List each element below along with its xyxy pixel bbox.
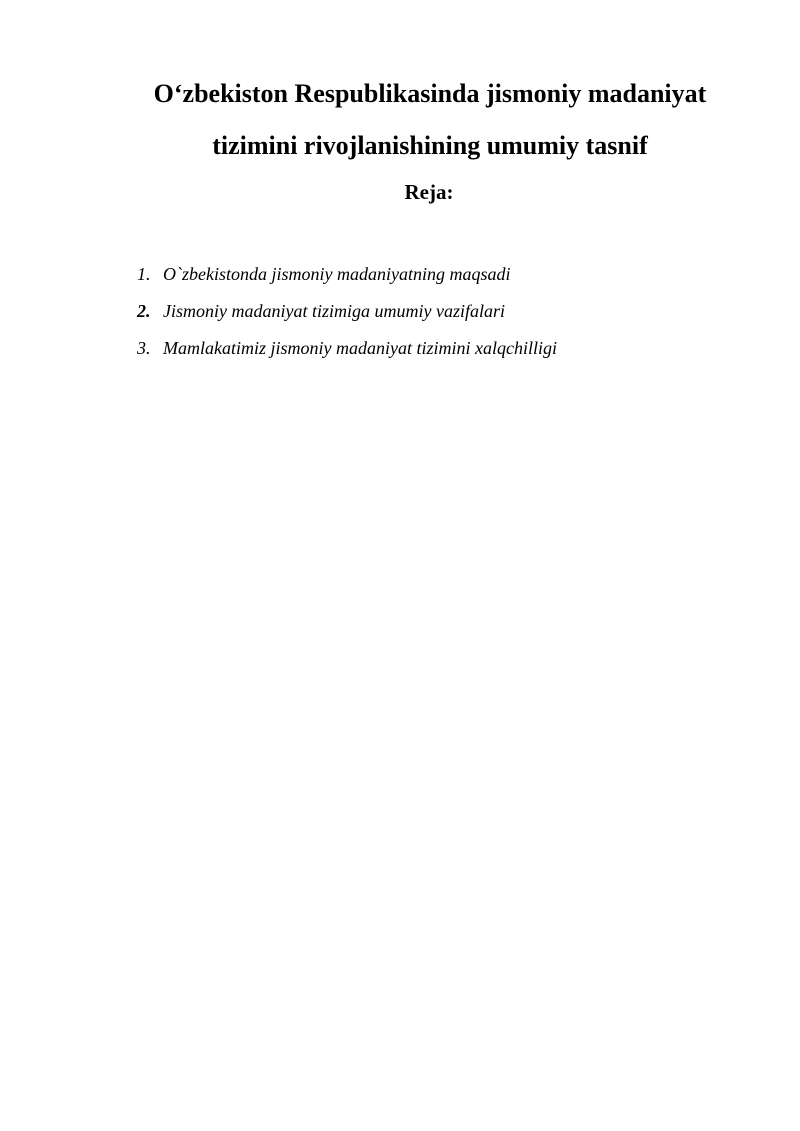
plan-item-text: O`zbekistonda jismoniy madaniyatning maqsadi	[163, 264, 511, 284]
plan-item-text: Mamlakatimiz jismoniy madaniyat tizimini xalqchilligi	[163, 338, 557, 358]
plan-item-3	[137, 336, 557, 360]
plan-item-number: 1.	[137, 264, 151, 284]
document-title-line-1: O‘zbekiston Respublikasinda jismoniy madaniyat	[153, 79, 707, 108]
plan-item-2	[137, 299, 557, 323]
plan-item-number: 3.	[137, 338, 151, 358]
plan-list	[137, 262, 557, 373]
plan-item-text: Jismoniy madaniyat tizimiga umumiy vazifalari	[163, 301, 505, 321]
document-title-line-2: tizimini rivojlanishining umumiy tasnif	[212, 131, 648, 160]
plan-item-number: 2.	[137, 301, 151, 321]
plan-item-1	[137, 262, 557, 286]
plan-heading: Reja:	[404, 180, 454, 204]
